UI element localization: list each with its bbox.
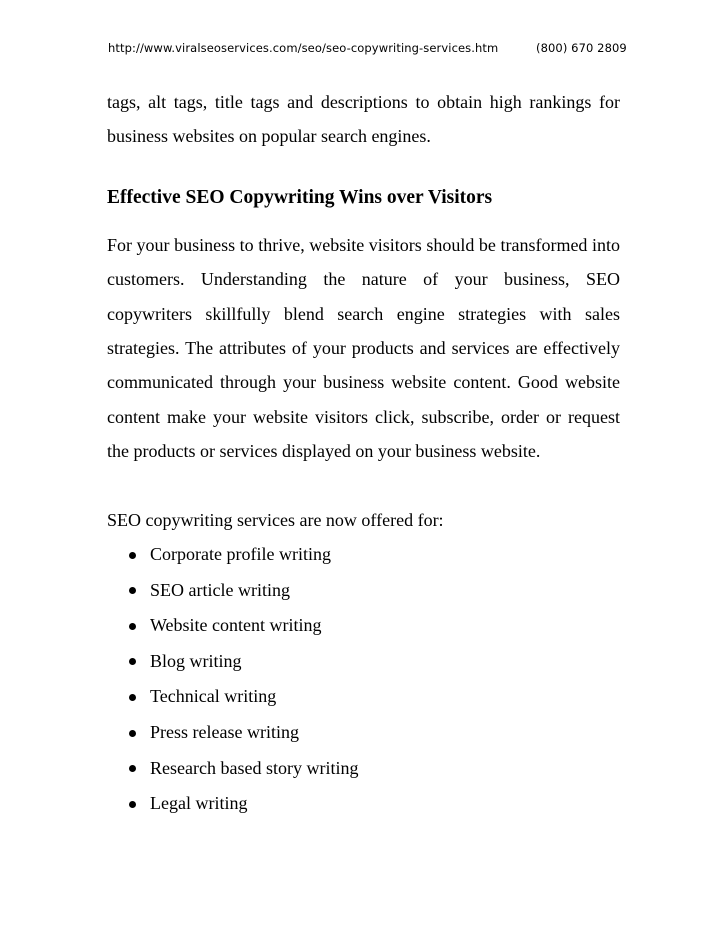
bullet-icon [129, 694, 136, 701]
list-item-label: Legal writing [150, 793, 248, 814]
list-item-label: Press release writing [150, 722, 299, 743]
list-item-label: SEO article writing [150, 579, 290, 600]
bullet-icon [129, 658, 136, 665]
intro-paragraph: tags, alt tags, title tags and descriptions to obtain high rankings for business websites on popular search engines. [107, 92, 620, 147]
list-item [107, 786, 620, 822]
list-item-label: Technical writing [150, 686, 277, 707]
services-intro: SEO copywriting services are now offered for: [107, 509, 444, 530]
services-list [107, 537, 620, 822]
document-body [107, 85, 620, 822]
header-url: http://www.viralseoservices.com/seo/seo-copywriting-services.htm [108, 41, 499, 55]
list-item [107, 608, 620, 644]
bullet-icon [129, 552, 136, 559]
list-item [107, 679, 620, 715]
bullet-icon [129, 730, 136, 737]
list-item-label: Research based story writing [150, 757, 359, 778]
bullet-icon [129, 801, 136, 808]
section-heading: Effective SEO Copywriting Wins over Visitors [107, 186, 493, 208]
list-item [107, 715, 620, 751]
page-header [108, 41, 628, 57]
bullet-icon [129, 765, 136, 772]
list-item [107, 573, 620, 609]
list-item-label: Blog writing [150, 650, 242, 671]
section-paragraph: For your business to thrive, website visitors should be transformed into customers. Understanding the nature of your business, SEO copywriters skillfully blend search engine strategies with sales strategies. The attributes of your products and services are effectively communicated through your business website content. Good website content make your website visitors click, subscribe, order or request the products or services displayed on your business website. [107, 234, 620, 462]
bullet-icon [129, 587, 136, 594]
list-item [107, 644, 620, 680]
list-item [107, 751, 620, 787]
list-item-label: Website content writing [150, 615, 322, 636]
list-item-label: Corporate profile writing [150, 544, 331, 565]
bullet-icon [129, 623, 136, 630]
header-phone: (800) 670 2809 [536, 41, 627, 55]
list-item [107, 537, 620, 573]
